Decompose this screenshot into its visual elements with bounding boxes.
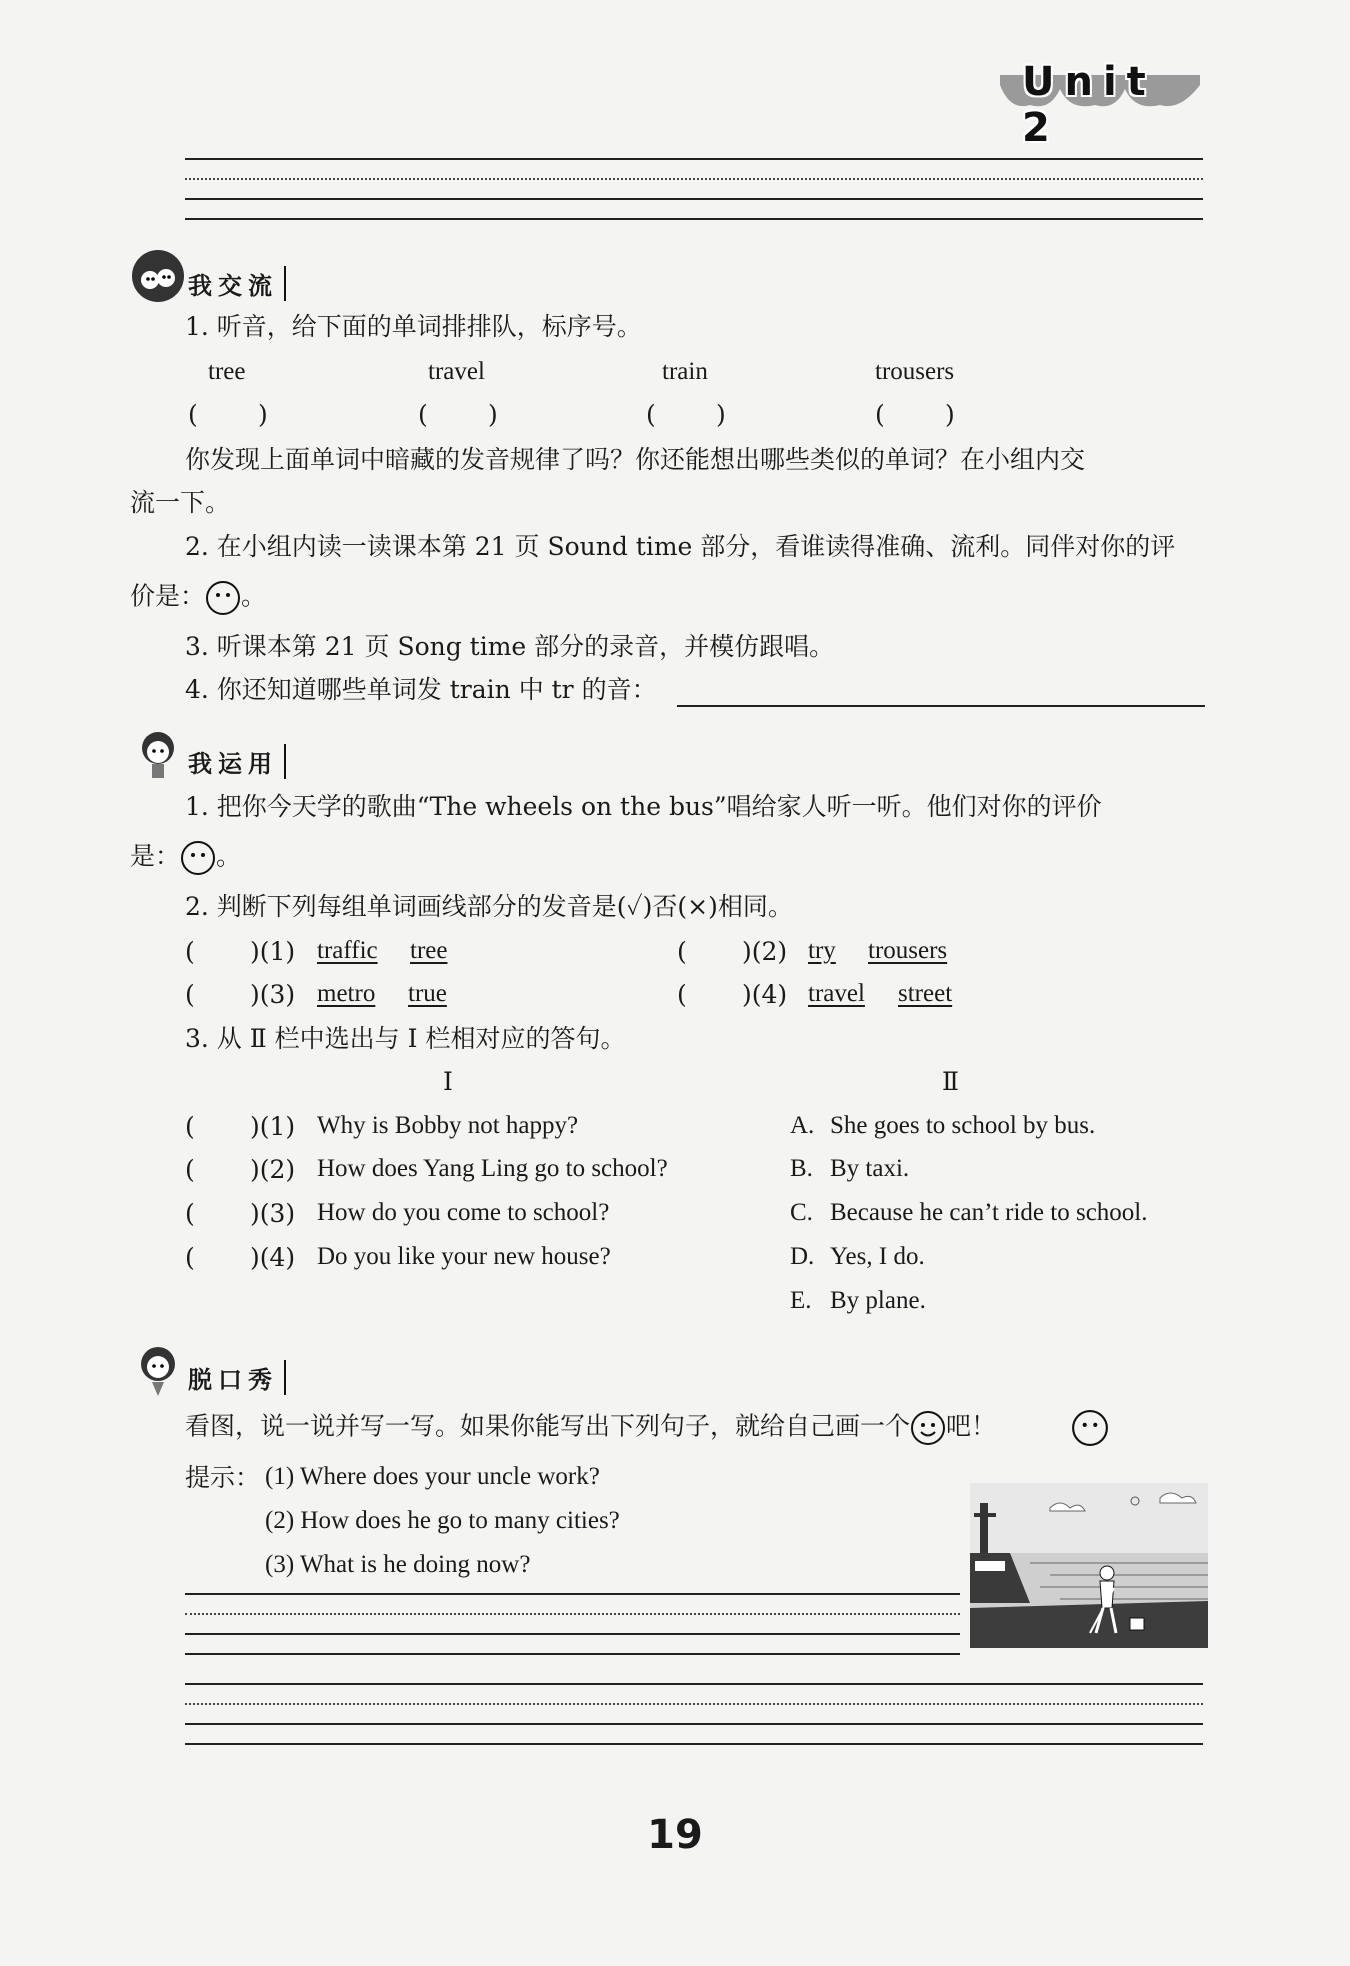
exercise-2-cont: 价是： 。 [130, 580, 266, 616]
writing-line [185, 198, 1203, 200]
pair-word: true [408, 980, 447, 1007]
pair-word: trousers [868, 937, 948, 964]
exercise-1-prompt: 1. 听音，给下面的单词排排队，标序号。 [185, 312, 642, 341]
pair-word: tree [410, 937, 448, 964]
pair-number: )(3) [250, 980, 296, 1009]
exercise-2-prompt: 2. 在小组内读一读课本第 21 页 Sound time 部分，看谁读得准确、流利。同伴对你的评 [185, 532, 1176, 561]
apply-3-prompt: 3. 从 Ⅱ 栏中选出与 Ⅰ 栏相对应的答句。 [185, 1024, 626, 1053]
paren-open: ( [185, 1112, 195, 1141]
question-text: Do you like your new house? [317, 1243, 611, 1270]
pair-word: try [808, 937, 836, 964]
answer-text: She goes to school by bus. [830, 1112, 1096, 1139]
exercise-2-label: 价是： [130, 581, 206, 611]
unit-tab [1000, 55, 1200, 151]
pair-number: )(4) [742, 980, 788, 1009]
pair-number: )(1) [250, 937, 296, 966]
hint-item: (2) How does he go to many cities? [265, 1507, 620, 1534]
harbor-illustration [970, 1483, 1208, 1648]
question-text: How does Yang Ling go to school? [317, 1155, 668, 1182]
answer-letter: A. [790, 1112, 815, 1139]
pair-word: travel [808, 980, 865, 1007]
answer-letter: C. [790, 1199, 813, 1226]
paren-open: ( [185, 1199, 195, 1228]
question-number: )(4) [250, 1243, 296, 1272]
paren-open: ( [185, 1243, 195, 1272]
unit-title: Unit 2 [1022, 59, 1156, 151]
answer-paren-open: ( [418, 400, 428, 429]
hint-label: 提示： [185, 1463, 261, 1492]
page-number: 19 [647, 1812, 703, 1858]
writing-line[interactable] [185, 1743, 1203, 1745]
hint-item: (1) Where does your uncle work? [265, 1463, 600, 1490]
pair-word: traffic [317, 937, 378, 964]
pair-number: )(2) [742, 937, 788, 966]
answer-letter: E. [790, 1287, 812, 1314]
apply-1-cont: 是： 。 [130, 840, 241, 876]
smiley-face-icon [205, 580, 241, 616]
writing-line [185, 218, 1203, 220]
section-heading-exchange [130, 262, 330, 302]
writing-line-dotted [185, 178, 1203, 180]
pair-word: street [898, 980, 953, 1007]
answer-letter: B. [790, 1155, 813, 1182]
word-item: train [662, 358, 708, 385]
writing-line[interactable] [185, 1683, 1203, 1685]
apply-1-label: 是： [130, 841, 181, 871]
writing-line-dotted [185, 1703, 1203, 1705]
exercise-1-note: 你发现上面单词中暗藏的发音规律了吗？你还能想出哪些类似的单词？在小组内交 [185, 445, 1086, 474]
smiley-face-icon [910, 1410, 946, 1446]
exercise-4-prompt: 4. 你还知道哪些单词发 train 中 tr 的音： [185, 675, 657, 704]
word-item: travel [428, 358, 485, 385]
question-number: )(1) [250, 1112, 296, 1141]
talk-intro-text: 看图，说一说并写一写。如果你能写出下列句子，就给自己画一个 [185, 1411, 911, 1441]
answer-text: By taxi. [830, 1155, 910, 1182]
pair-word: metro [317, 980, 376, 1007]
answer-paren-close: ) [945, 400, 955, 429]
paren-open: ( [677, 937, 687, 966]
paren-open: ( [185, 1155, 195, 1184]
talk-intro [185, 1410, 996, 1446]
writing-line[interactable] [185, 1593, 960, 1595]
girl-speaker-icon [130, 1342, 186, 1398]
question-number: )(3) [250, 1199, 296, 1228]
writing-line[interactable] [185, 1723, 1203, 1725]
answer-paren-open: ( [646, 400, 656, 429]
exercise-1-note-cont: 流一下。 [130, 488, 231, 517]
answer-paren-close: ) [488, 400, 498, 429]
answer-text: Because he can’t ride to school. [830, 1199, 1148, 1226]
paren-open: ( [185, 980, 195, 1009]
writing-line[interactable] [185, 1633, 960, 1635]
smiley-face-icon [1071, 1409, 1109, 1447]
hint-item: (3) What is he doing now? [265, 1551, 531, 1578]
question-text: How do you come to school? [317, 1199, 610, 1226]
question-number: )(2) [250, 1155, 296, 1184]
answer-paren-close: ) [258, 400, 268, 429]
smiley-face-icon [180, 840, 216, 876]
writing-line[interactable] [185, 1653, 960, 1655]
section-heading-talk-show [130, 1356, 330, 1396]
section-title: 我交流 [188, 266, 286, 301]
column-header-1: Ⅰ [443, 1067, 453, 1096]
column-header-2: Ⅱ [942, 1067, 959, 1096]
section-heading-apply [130, 740, 330, 780]
apply-1-prompt: 1. 把你今天学的歌曲“The wheels on the bus”唱给家人听一听。他们对你的评价 [185, 792, 1102, 821]
answer-paren-close: ) [716, 400, 726, 429]
talk-intro-text-end: 吧！ [946, 1411, 997, 1441]
answer-text: By plane. [830, 1287, 926, 1314]
writing-line-dotted [185, 1613, 960, 1615]
kids-mascot-icon [130, 248, 186, 304]
answer-letter: D. [790, 1243, 815, 1270]
apply-2-prompt: 2. 判断下列每组单词画线部分的发音是(✓)否(×)相同。 [185, 892, 793, 921]
section-title: 我运用 [188, 744, 286, 779]
answer-paren-open: ( [875, 400, 885, 429]
exercise-3-prompt: 3. 听课本第 21 页 Song time 部分的录音，并模仿跟唱。 [185, 632, 835, 661]
question-text: Why is Bobby not happy? [317, 1112, 579, 1139]
writing-line [185, 158, 1203, 160]
man-sweeping-at-harbor-image [970, 1483, 1208, 1648]
word-item: tree [208, 358, 246, 385]
word-item: trousers [875, 358, 955, 385]
paren-open: ( [677, 980, 687, 1009]
section-title: 脱口秀 [188, 1360, 286, 1395]
answer-text: Yes, I do. [830, 1243, 925, 1270]
paren-open: ( [185, 937, 195, 966]
answer-blank-line[interactable] [677, 705, 1205, 707]
answer-paren-open: ( [188, 400, 198, 429]
girl-mascot-icon [130, 726, 186, 782]
